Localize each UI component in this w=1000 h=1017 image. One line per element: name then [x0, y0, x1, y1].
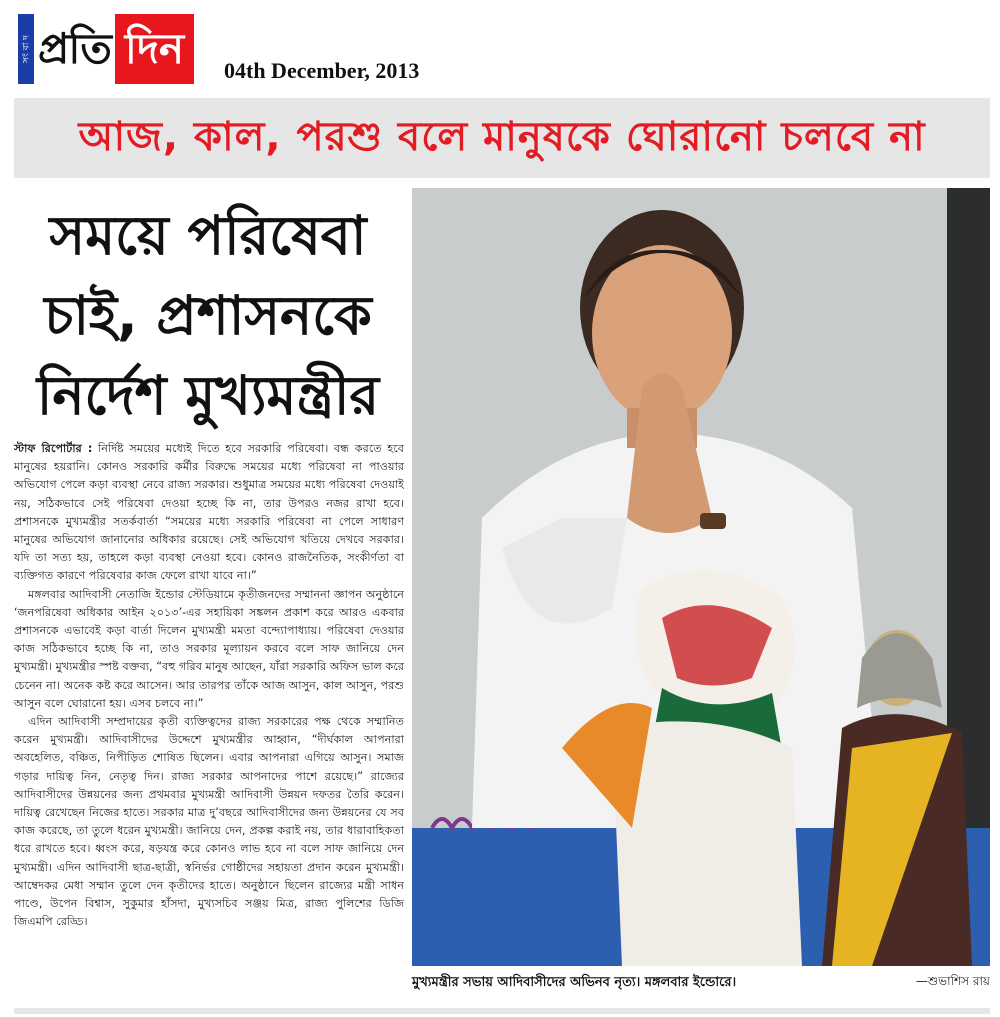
headline-line-1: সময়ে পরিষেবা	[49, 204, 367, 267]
main-headline	[10, 196, 406, 436]
article-paragraph-3: এদিন আদিবাসী সম্প্রদায়ের কৃতী ব্যক্তিত্বদের রাজ্য সরকারের পক্ষ থেকে সম্মানিত করেন মুখ্যমন্ত্রী। আদিবাসীদের উদ্দেশে মুখ্যমন্ত্রীর আহ্বান, “দীর্ঘকাল আপনারা অবহেলিত, বঞ্চিত, নিপীড়িত শোষিত ছিলেন। এবার আপনারা এগিয়ে আসুন। সমাজ গড়ার দায়িত্ব নিন, নেতৃত্ব দিন। রাজ্য সরকার আপনাদের পাশে রয়েছে।” রাজ্যের আদিবাসীদের উন্নয়নের জন্য প্রথমবার মুখ্যমন্ত্রী আদিবাসী উন্নয়ন দফতর তৈরি করেন। দায়িত্ব রেখেছেন নিজের হাতে। সরকার মাত্র দু’বছরে আদিবাসীদের জন্য উন্নয়নের যে সব কাজ করেছে, তা তুলে ধরেন মুখ্যমন্ত্রী। জানিয়ে দেন, প্রকল্প করাই নয়, তার ধারাবাহিকতা ধরে রাখতে হবে। ধ্বংস করে, ষড়যন্ত্র করে কোনও লাভ হবে না বলে সাফ জানিয়ে দেন মুখ্যমন্ত্রী। এদিন আদিবাসী ছাত্র-ছাত্রী, স্বনির্ভর গোষ্ঠীদের সহায়তা প্রদান করেন মুখ্যমন্ত্রী। আম্বেদকর মেধা সম্মান তুলে দেন কৃতীদের হাতে। অনুষ্ঠানে ছিলেন রাজ্যের মন্ত্রী সাধন পাণ্ডে, উপেন বিশ্বাস, সুকুমার হাঁসদা, মুখ্যসচিব সঞ্জয় মিত্র, রাজ্য পুলিশের ডিজি জিএমপি রেড্ডি।	[14, 715, 404, 929]
masthead-name-part1: প্রতি	[38, 24, 111, 73]
article-paragraph-1	[14, 440, 404, 586]
news-photo	[412, 188, 990, 966]
banner-strip	[14, 98, 990, 178]
photo-credit: —শুভাশিস রায়	[915, 974, 990, 988]
photo-caption: মুখ্যমন্ত্রীর সভায় আদিবাসীদের অভিনব নৃত্য। মঙ্গলবার ইন্ডোরে।	[412, 974, 737, 990]
byline: স্টাফ রিপোর্টার :	[14, 442, 93, 455]
paragraph-text-1: নির্দিষ্ট সময়ের মধ্যেই দিতে হবে সরকারি পরিষেবা। বন্ধ করতে হবে মানুষের হয়রানি। কোনও সরকারি কর্মীর বিরুদ্ধে সময়ের মধ্যে পরিষেবা না পাওয়ার অভিযোগ পেলে কড়া ব্যবস্থা নেবে রাজ্য সরকার। শুধুমাত্র সময়ের মধ্যে পরিষেবা দেওয়াই নয়, সঠিকভাবে সেই পরিষেবা দেওয়া হচ্ছে কি না, তার উপরও নজর রাখা হবে। প্রশাসনকে মুখ্যমন্ত্রীর সতর্কবার্তা “সময়ের মধ্যে সরকারি পরিষেবা না পেলে সাধারণ মানুষের অভিযোগ জানানোর অধিকার রয়েছে। সেই অভিযোগ খতিয়ে দেখবে সরকার। যদি তা সত্য হয়, তাহলে কড়া ব্যবস্থা নেওয়া হবে। কোনও রাজনৈতিক, সংকীর্ণতা বা ব্যক্তিগত কারণে পরিষেবার কাজ ফেলে রাখা যাবে না।”	[14, 442, 404, 583]
headline-line-3: নির্দেশ মুখ্যমন্ত্রীর	[36, 364, 380, 427]
banner-headline: আজ, কাল, পরশু বলে মানুষকে ঘোরানো চলবে না	[78, 113, 926, 160]
masthead-name-part2: দিন	[115, 14, 194, 84]
issue-date: 04th December, 2013	[224, 58, 420, 83]
masthead-logo	[18, 14, 194, 84]
article-body	[14, 440, 404, 931]
photo-caption-row	[412, 968, 990, 998]
headline-line-2: চাই, প্রশাসনকে	[44, 284, 372, 347]
masthead-vertical-label: সং বা দ	[18, 14, 34, 84]
article-paragraph-2: মঙ্গলবার আদিবাসী নেতাজি ইন্ডোর স্টেডিয়ামে কৃতীজনদের সম্মাননা জ্ঞাপন অনুষ্ঠানে ‘জনপরিষেবা অধিকার আইন ২০১৩’-এর সহায়িকা সঙ্কলন প্রকাশ করে আরও একবার প্রশাসনকে এভাবেই কড়া বার্তা দিলেন মুখ্যমন্ত্রী মমতা বন্দ্যোপাধ্যায়। পরিষেবা দেওয়ার কাজ সঠিকভাবে হচ্ছে কি না, তাও সরকার মূল্যায়ন করবে বলে সাফ জানিয়ে দেন মুখ্যমন্ত্রী। মুখ্যমন্ত্রীর স্পষ্ট বক্তব্য, “বহু গরিব মানুষ আছেন, যাঁরা সরকারি অফিস ভাল করে চেনেন না। অনেক কষ্ট করে আসেন। আর তারপর তাঁকে আজ আসুন, কাল আসুন, পরশু আসুন বলে ঘোরানো হয়। এসব চলবে না।”	[14, 587, 404, 710]
bottom-divider	[14, 1008, 990, 1014]
photo-illustration	[412, 188, 990, 966]
